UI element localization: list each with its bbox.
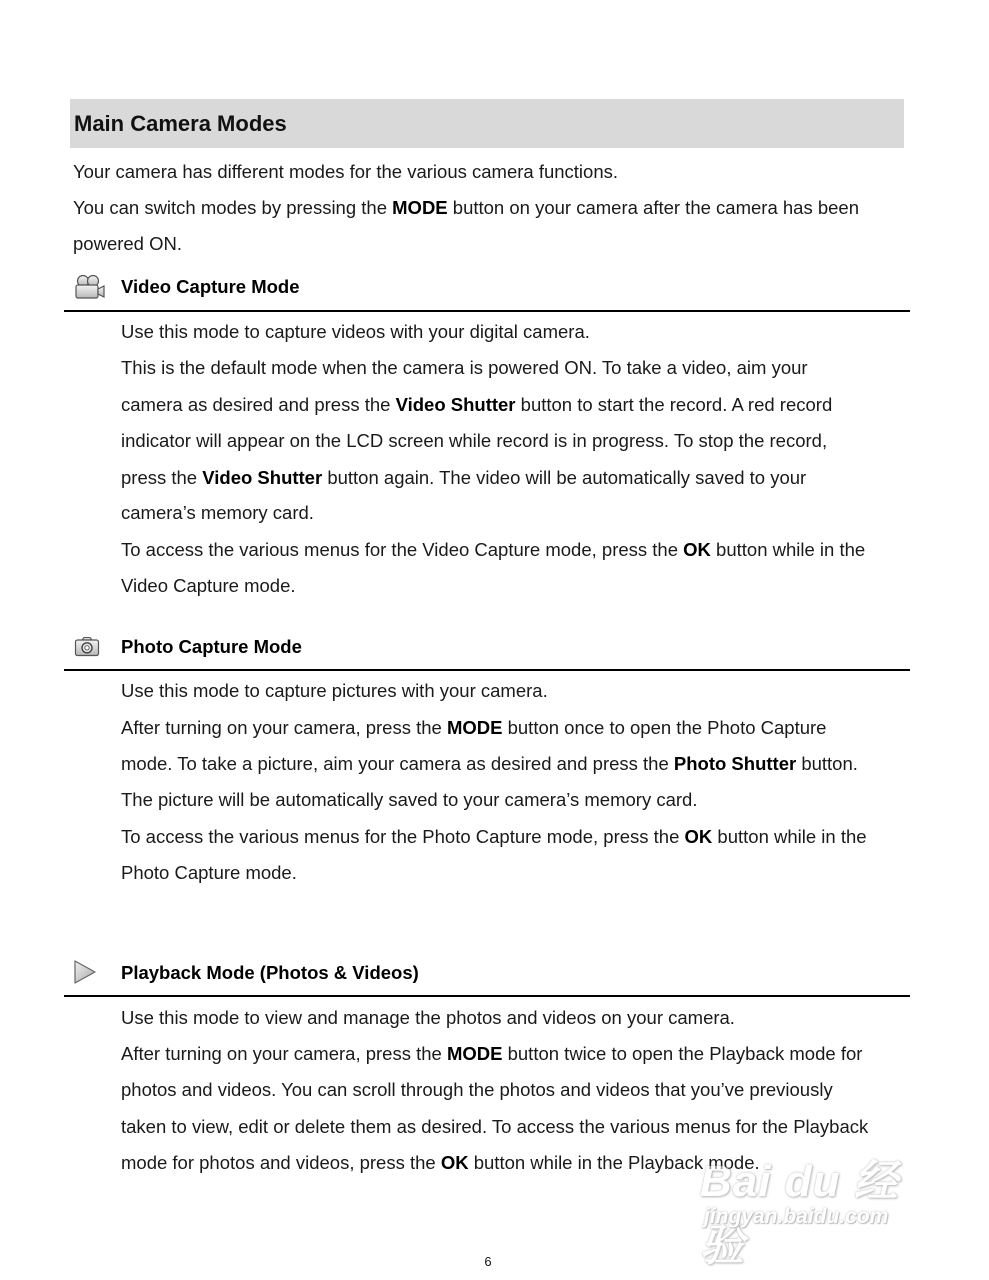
photo-line-4: The picture will be automatically saved to your camera’s memory card.: [121, 789, 698, 810]
watermark-url: jingyan.baidu.com: [704, 1205, 889, 1228]
video-line-8: Video Capture mode.: [121, 575, 296, 596]
playback-line-1: Use this mode to view and manage the photos and videos on your camera.: [121, 1007, 735, 1028]
playback-section-divider: [64, 995, 910, 997]
video-line-2: This is the default mode when the camera is powered ON. To take a video, aim your: [121, 357, 808, 378]
baidu-watermark: [700, 1145, 935, 1270]
photo-line-3: mode. To take a picture, aim your camera as desired and press the Photo Shutter button.: [121, 753, 858, 774]
playback-line-2: After turning on your camera, press the MODE button twice to open the Playback mode for: [121, 1043, 863, 1064]
playback-section-title: Playback Mode (Photos & Videos): [121, 962, 419, 983]
playback-line-3: photos and videos. You can scroll through the photos and videos that you’ve previously: [121, 1079, 833, 1100]
video-line-7: To access the various menus for the Video Capture mode, press the OK button while in the: [121, 539, 866, 560]
camera-icon: [74, 636, 100, 657]
intro-line-3: powered ON.: [73, 233, 182, 254]
video-line-6: camera’s memory card.: [121, 502, 314, 523]
photo-line-1: Use this mode to capture pictures with your camera.: [121, 680, 548, 701]
photo-section-divider: [64, 669, 910, 671]
photo-section-title: Photo Capture Mode: [121, 636, 302, 657]
playback-line-5: mode for photos and videos, press the OK button while in the Playback mode.: [121, 1152, 760, 1173]
video-section-title: Video Capture Mode: [121, 276, 300, 297]
video-line-4: indicator will appear on the LCD screen while record is in progress. To stop the record,: [121, 430, 828, 451]
page-number: 6: [484, 1254, 492, 1269]
video-section-divider: [64, 310, 910, 312]
photo-line-2: After turning on your camera, press the MODE button once to open the Photo Capture: [121, 717, 827, 738]
playback-line-4: taken to view, edit or delete them as desired. To access the various menus for the Playback: [121, 1116, 869, 1137]
section-title-bar: [70, 99, 904, 148]
intro-line-1: Your camera has different modes for the various camera functions.: [73, 161, 619, 182]
video-camera-icon: [74, 274, 106, 300]
photo-line-5: To access the various menus for the Photo Capture mode, press the OK button while in the: [121, 826, 867, 847]
play-triangle-icon: [73, 959, 97, 985]
intro-line-2: You can switch modes by pressing the MODE button on your camera after the camera has been: [73, 197, 859, 218]
video-line-3: camera as desired and press the Video Shutter button to start the record. A red record: [121, 394, 833, 415]
video-line-5: press the Video Shutter button again. The video will be automatically saved to your: [121, 467, 807, 488]
video-line-1: Use this mode to capture videos with your digital camera.: [121, 321, 590, 342]
photo-line-6: Photo Capture mode.: [121, 862, 297, 883]
watermark-logo: Bai du 经验: [700, 1157, 899, 1270]
page-title: Main Camera Modes: [74, 111, 287, 136]
